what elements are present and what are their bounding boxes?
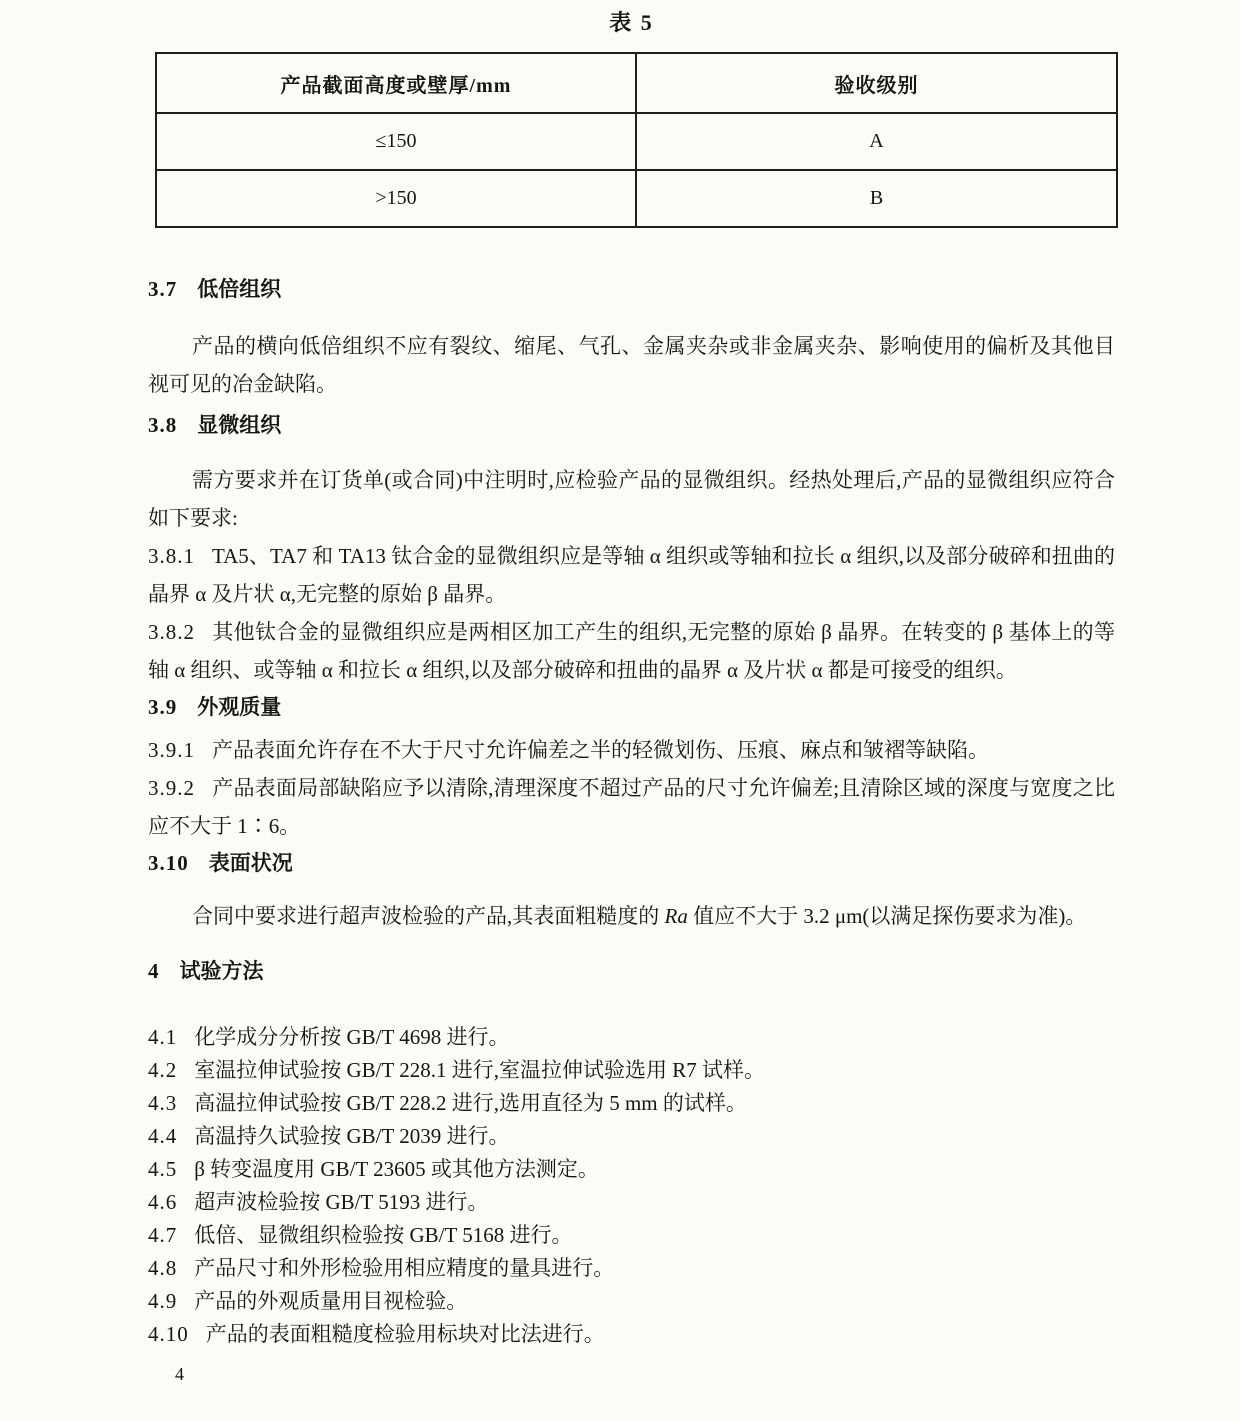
clause-number: 3.9.2 (148, 776, 195, 800)
table-cell-range-1: ≤150 (156, 113, 636, 170)
section-title: 表面状况 (208, 851, 293, 875)
table-cell-range-2: >150 (156, 170, 636, 227)
clause-text: 室温拉伸试验按 GB/T 228.1 进行,室温拉伸试验选用 R7 试样。 (194, 1058, 765, 1082)
clause-text: TA5、TA7 和 TA13 钛合金的显微组织应是等轴 α 组织或等轴和拉长 α 组织,以及部分破碎和扭曲的晶界 α 及片状 α,无完整的原始 β 晶界。 (148, 544, 1115, 606)
clause-number: 3.8.2 (148, 620, 195, 644)
table-row (156, 170, 1117, 227)
section-heading-3-7 (148, 275, 1115, 303)
section-number: 3.8 (148, 413, 178, 437)
acceptance-level-table (155, 52, 1118, 228)
clause-text: 化学成分分析按 GB/T 4698 进行。 (194, 1025, 510, 1049)
section-number: 3.7 (148, 277, 178, 301)
paragraph-3-8-intro: 需方要求并在订货单(或合同)中注明时,应检验产品的显微组织。经热处理后,产品的显微组织应符合如下要求: (148, 468, 1115, 530)
clause-number: 4.9 (148, 1289, 178, 1313)
clause-3-8-2 (148, 613, 1115, 689)
clause-4-1 (148, 1021, 1115, 1054)
clause-4-4 (148, 1120, 1115, 1153)
clause-text: 产品的外观质量用目视检验。 (194, 1289, 468, 1313)
clause-3-8-1 (148, 537, 1115, 613)
section-number: 3.9 (148, 695, 178, 719)
clause-number: 4.8 (148, 1256, 178, 1280)
clause-number: 3.9.1 (148, 738, 195, 762)
clause-number: 4.3 (148, 1091, 178, 1115)
section-heading-3-10 (148, 849, 1115, 877)
paragraph-text: 值应不大于 3.2 μm(以满足探伤要求为准)。 (687, 904, 1087, 928)
roughness-symbol: Ra (664, 904, 688, 928)
section-title: 外观质量 (197, 695, 282, 719)
table-header-row (156, 53, 1117, 113)
clause-text: 低倍、显微组织检验按 GB/T 5168 进行。 (194, 1223, 573, 1247)
table-header-section-height: 产品截面高度或壁厚/mm (156, 53, 636, 113)
clause-4-8 (148, 1252, 1115, 1285)
clause-3-9-2 (148, 769, 1115, 845)
section-heading-4 (148, 957, 1115, 985)
paragraph-3-7: 产品的横向低倍组织不应有裂纹、缩尾、气孔、金属夹杂或非金属夹杂、影响使用的偏析及其他目视可见的冶金缺陷。 (148, 334, 1115, 396)
clause-number: 4.10 (148, 1322, 189, 1346)
test-method-list (148, 1021, 1115, 1351)
clause-number: 4.7 (148, 1223, 178, 1247)
table-row (156, 113, 1117, 170)
clause-number: 4.4 (148, 1124, 178, 1148)
table-cell-level-2: B (636, 170, 1117, 227)
clause-4-3 (148, 1087, 1115, 1120)
paragraph-3-10 (148, 897, 1115, 935)
clause-3-9-1 (148, 731, 1115, 769)
clause-4-5 (148, 1153, 1115, 1186)
clause-4-9 (148, 1285, 1115, 1318)
table-cell-level-1: A (636, 113, 1117, 170)
clause-4-10 (148, 1318, 1115, 1351)
clause-text: 产品尺寸和外形检验用相应精度的量具进行。 (194, 1256, 615, 1280)
clause-4-7 (148, 1219, 1115, 1252)
section-title: 显微组织 (197, 413, 282, 437)
clause-number: 3.8.1 (148, 544, 195, 568)
page-number: 4 (175, 1364, 184, 1384)
clause-text: 产品的表面粗糙度检验用标块对比法进行。 (205, 1322, 605, 1346)
table-caption: 表 5 (609, 10, 654, 35)
section-number: 4 (148, 959, 160, 983)
clause-4-2 (148, 1054, 1115, 1087)
clause-number: 4.6 (148, 1190, 178, 1214)
paragraph-text: 合同中要求进行超声波检验的产品,其表面粗糙度的 (192, 904, 665, 928)
clause-number: 4.1 (148, 1025, 178, 1049)
clause-text: 高温持久试验按 GB/T 2039 进行。 (194, 1124, 510, 1148)
table-header-acceptance-level: 验收级别 (636, 53, 1117, 113)
clause-4-6 (148, 1186, 1115, 1219)
section-title: 试验方法 (179, 959, 264, 983)
section-title: 低倍组织 (197, 277, 282, 301)
clause-number: 4.5 (148, 1157, 178, 1181)
clause-text: β 转变温度用 GB/T 23605 或其他方法测定。 (194, 1157, 599, 1181)
clause-text: 产品表面允许存在不大于尺寸允许偏差之半的轻微划伤、压痕、麻点和皱褶等缺陷。 (212, 738, 989, 762)
clause-text: 高温拉伸试验按 GB/T 228.2 进行,选用直径为 5 mm 的试样。 (194, 1091, 747, 1115)
section-heading-3-9 (148, 693, 1115, 721)
clause-text: 产品表面局部缺陷应予以清除,清理深度不超过产品的尺寸允许偏差;且清除区域的深度与宽度之比应不大于 1∶6。 (148, 776, 1115, 838)
clause-text: 超声波检验按 GB/T 5193 进行。 (194, 1190, 489, 1214)
clause-number: 4.2 (148, 1058, 178, 1082)
section-number: 3.10 (148, 851, 189, 875)
section-heading-3-8 (148, 411, 1115, 439)
clause-text: 其他钛合金的显微组织应是两相区加工产生的组织,无完整的原始 β 晶界。在转变的 β 基体上的等轴 α 组织、或等轴 α 和拉长 α 组织,以及部分破碎和扭曲的晶界 α 及片状 α 都是可接受的组织。 (148, 620, 1115, 682)
